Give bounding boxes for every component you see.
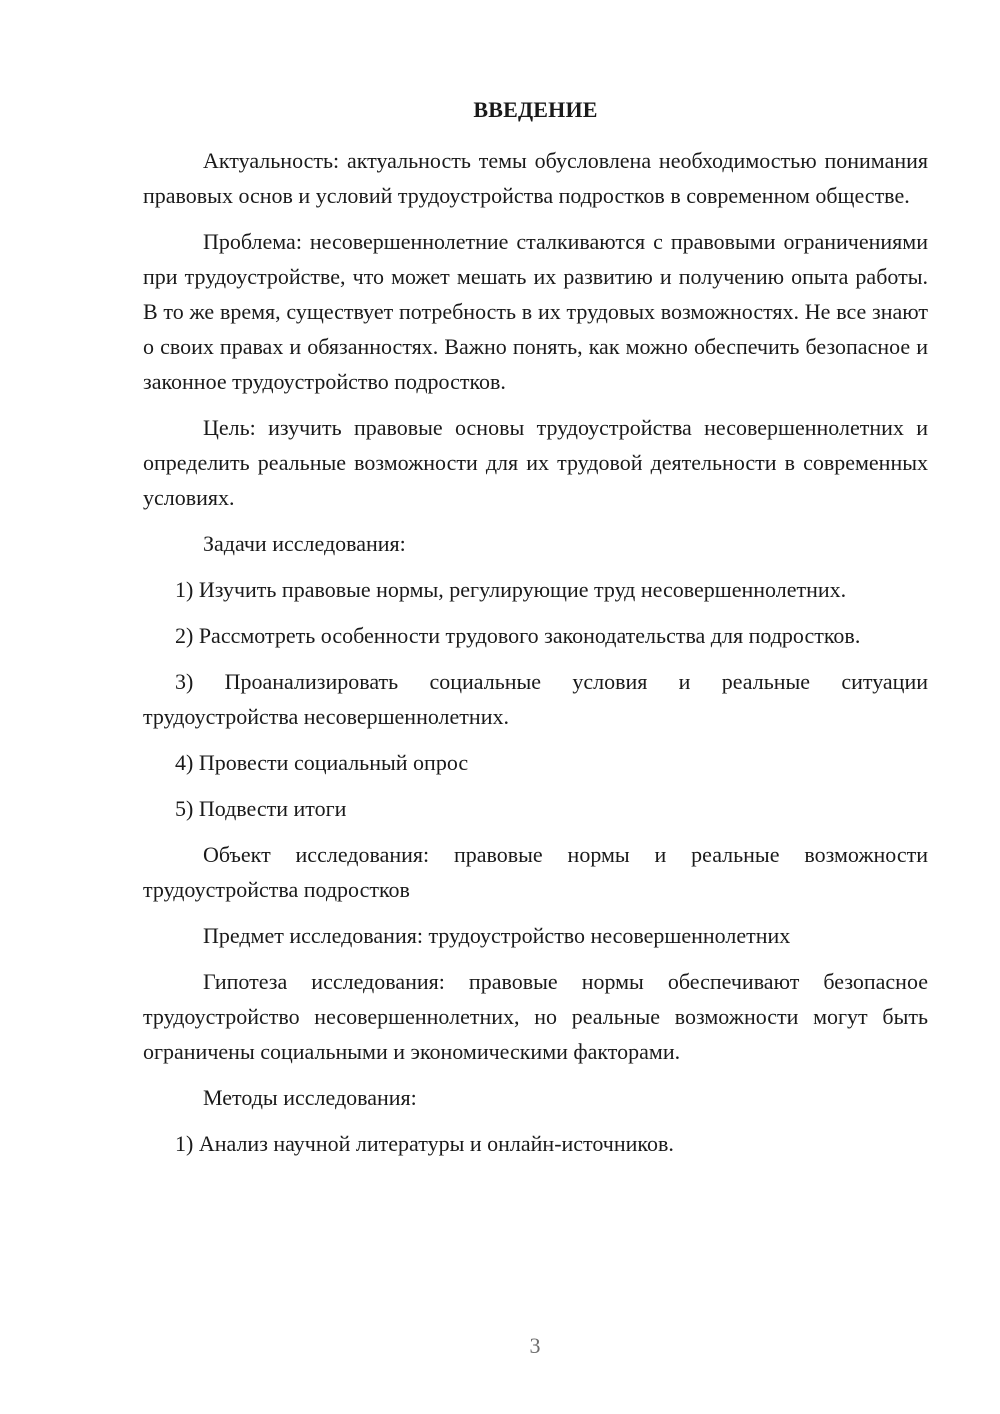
document-page: [143, 92, 928, 1172]
list-item: 1) Анализ научной литературы и онлайн-источников.: [175, 1131, 674, 1156]
paragraph: Предмет исследования: трудоустройство несовершеннолетних: [203, 923, 791, 948]
page-number: 3: [529, 1333, 541, 1358]
paragraph: Задачи исследования:: [203, 531, 406, 556]
paragraph: Актуальность: актуальность темы обусловлена необходимостью понимания правовых основ и условий трудоустройства подростков в современном обществе.: [143, 148, 928, 208]
list-item: 3) Проанализировать социальные условия и реальные ситуации трудоустройства несовершеннолетних.: [143, 669, 928, 729]
paragraph: Проблема: несовершеннолетние сталкиваются с правовыми ограничениями при трудоустройстве, что может мешать их развитию и получению опыта работы. В то же время, существует потребность в их трудовых возможностях. Не все знают о своих правах и обязанностях. Важно понять, как можно обеспечить безопасное и законное трудоустройство подростков.: [143, 229, 928, 394]
paragraph: Гипотеза исследования: правовые нормы обеспечивают безопасное трудоустройство несовершеннолетних, но реальные возможности могут быть ограничены социальными и экономическими факторами.: [143, 969, 928, 1064]
document-body: [143, 143, 928, 1161]
list-item: 2) Рассмотреть особенности трудового законодательства для подростков.: [175, 623, 861, 648]
list-item: 1) Изучить правовые нормы, регулирующие труд несовершеннолетних.: [175, 577, 847, 602]
paragraph: Методы исследования:: [203, 1085, 417, 1110]
list-item: 5) Подвести итоги: [175, 796, 347, 821]
paragraph: Объект исследования: правовые нормы и реальные возможности трудоустройства подростков: [143, 842, 928, 902]
section-title: ВВЕДЕНИЕ: [473, 97, 598, 122]
paragraph: Цель: изучить правовые основы трудоустройства несовершеннолетних и определить реальные возможности для их трудовой деятельности в современных условиях.: [143, 415, 928, 510]
list-item: 4) Провести социальный опрос: [175, 750, 469, 775]
